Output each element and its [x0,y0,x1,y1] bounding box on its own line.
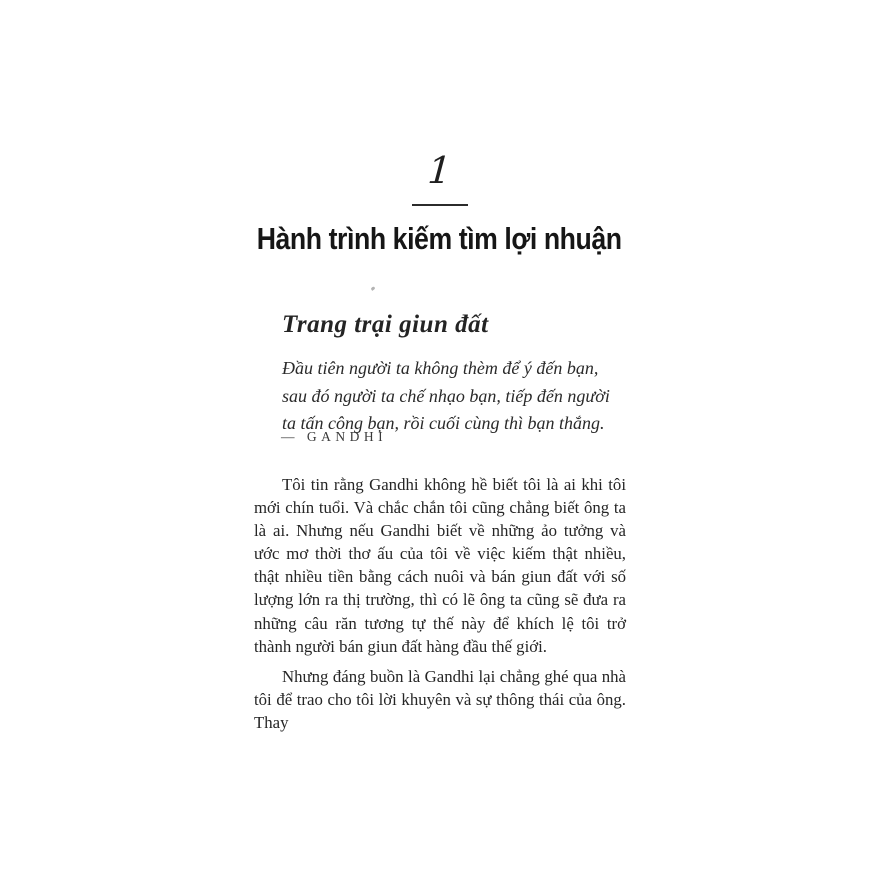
scan-artifact-speck [371,286,376,291]
chapter-number-rule [412,204,468,206]
chapter-title: Hành trình kiếm tìm lợi nhuận [257,221,622,256]
body-paragraph: Nhưng đáng buồn là Gandhi lại chẳng ghé qua nhà tôi để trao cho tôi lời khuyên và sự thông thái của ông. Thay [254,666,626,732]
chapter-title-wrap [0,221,879,257]
epigraph-quote: Đầu tiên người ta không thèm để ý đến bạn, sau đó người ta chế nhạo bạn, tiếp đến người ta tấn công bạn, rồi cuối cùng thì bạn thắng. [282,358,610,433]
epigraph-attribution: — GANDHI [281,429,388,444]
body-text [254,473,626,741]
section-heading: Trang trại giun đất [282,311,489,338]
body-paragraph: Tôi tin rằng Gandhi không hề biết tôi là ai khi tôi mới chín tuổi. Và chắc chắn tôi cũng chẳng biết ông ta là ai. Nhưng nếu Gandhi biết về những ảo tưởng và ước mơ thời thơ ấu của tôi về việc kiếm thật nhiều, thật nhiều tiền bằng cách nuôi và bán giun đất với số lượng lớn ra thị trường, thì có lẽ ông ta cũng sẽ đưa ra những câu răn tương tự thế này để khích lệ tôi trở thành người bán giun đất hàng đầu thế giới. [254,475,626,656]
chapter-number: 1 [426,149,453,192]
